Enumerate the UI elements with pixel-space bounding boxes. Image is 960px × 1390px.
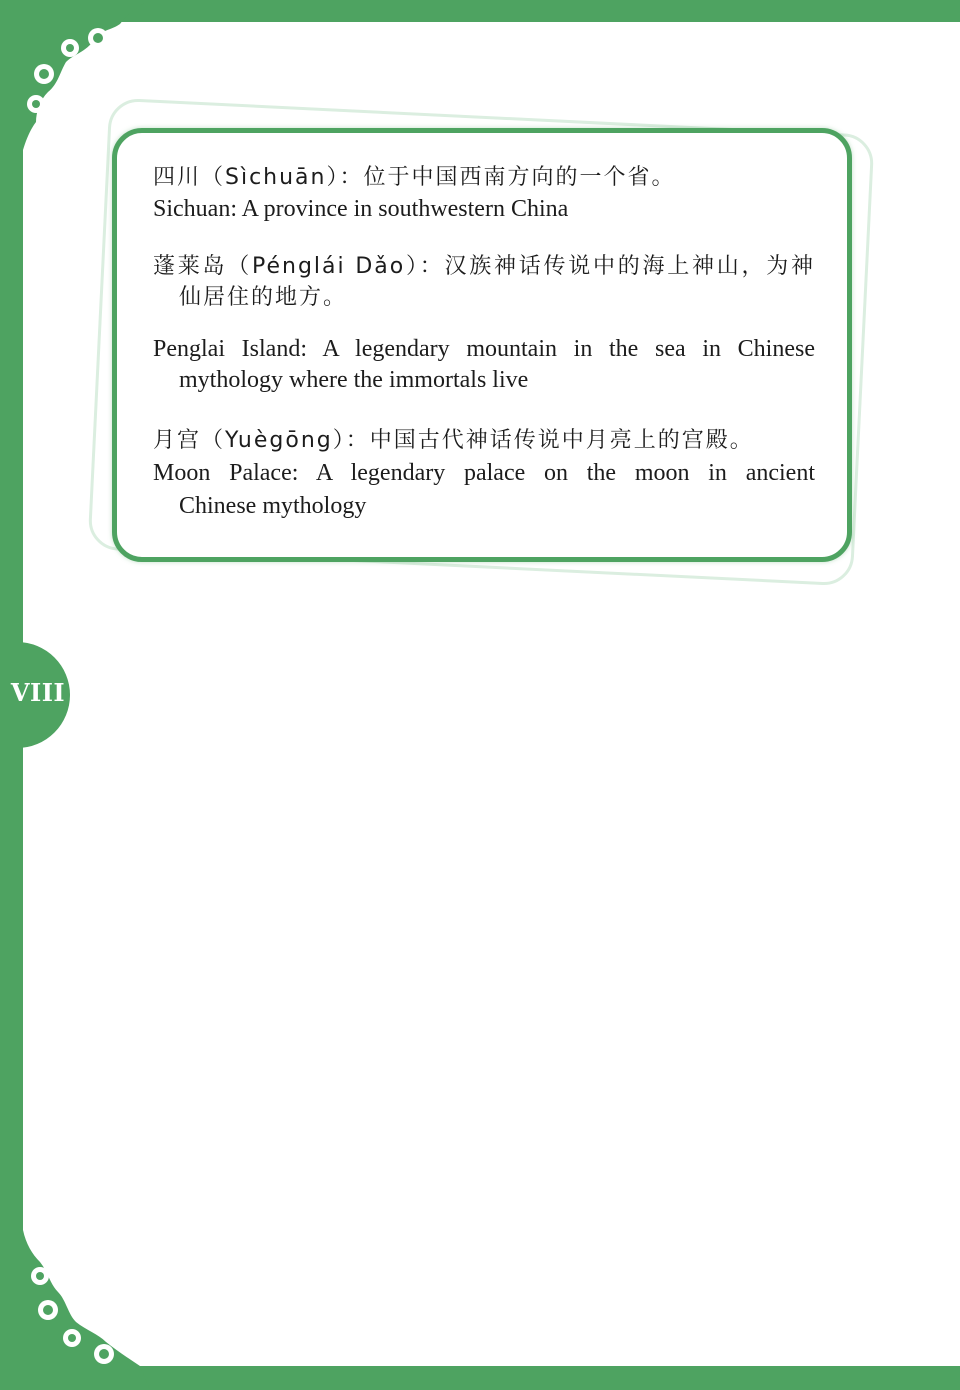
page-number: VIII: [10, 678, 66, 707]
entry-penglai-chinese-line1: 蓬莱岛（Pénglái Dǎo）：汉族神话传说中的海上神山，为神: [153, 254, 815, 279]
entry-penglai-chinese-line2: 仙居住的地方。: [179, 285, 348, 310]
entry-sichuan-chinese: 四川（Sìchuān）：位于中国西南方向的一个省。: [153, 165, 676, 190]
entry-moon-palace-english-line2: Chinese mythology: [179, 493, 367, 519]
entry-moon-palace-chinese: 月宫（Yuègōng）：中国古代神话传说中月亮上的宫殿。: [153, 428, 754, 453]
entry-sichuan-english: Sichuan: A province in southwestern China: [153, 196, 569, 222]
entry-penglai-english-line1: Penglai Island: A legendary mountain in the sea in Chinese: [153, 336, 815, 362]
cloud-ornament-bottom-left: [0, 1230, 160, 1390]
entry-penglai-english-line2: mythology where the immortals live: [179, 367, 529, 393]
entry-moon-palace-english-line1: Moon Palace: A legendary palace on the moon in ancient: [153, 460, 815, 486]
